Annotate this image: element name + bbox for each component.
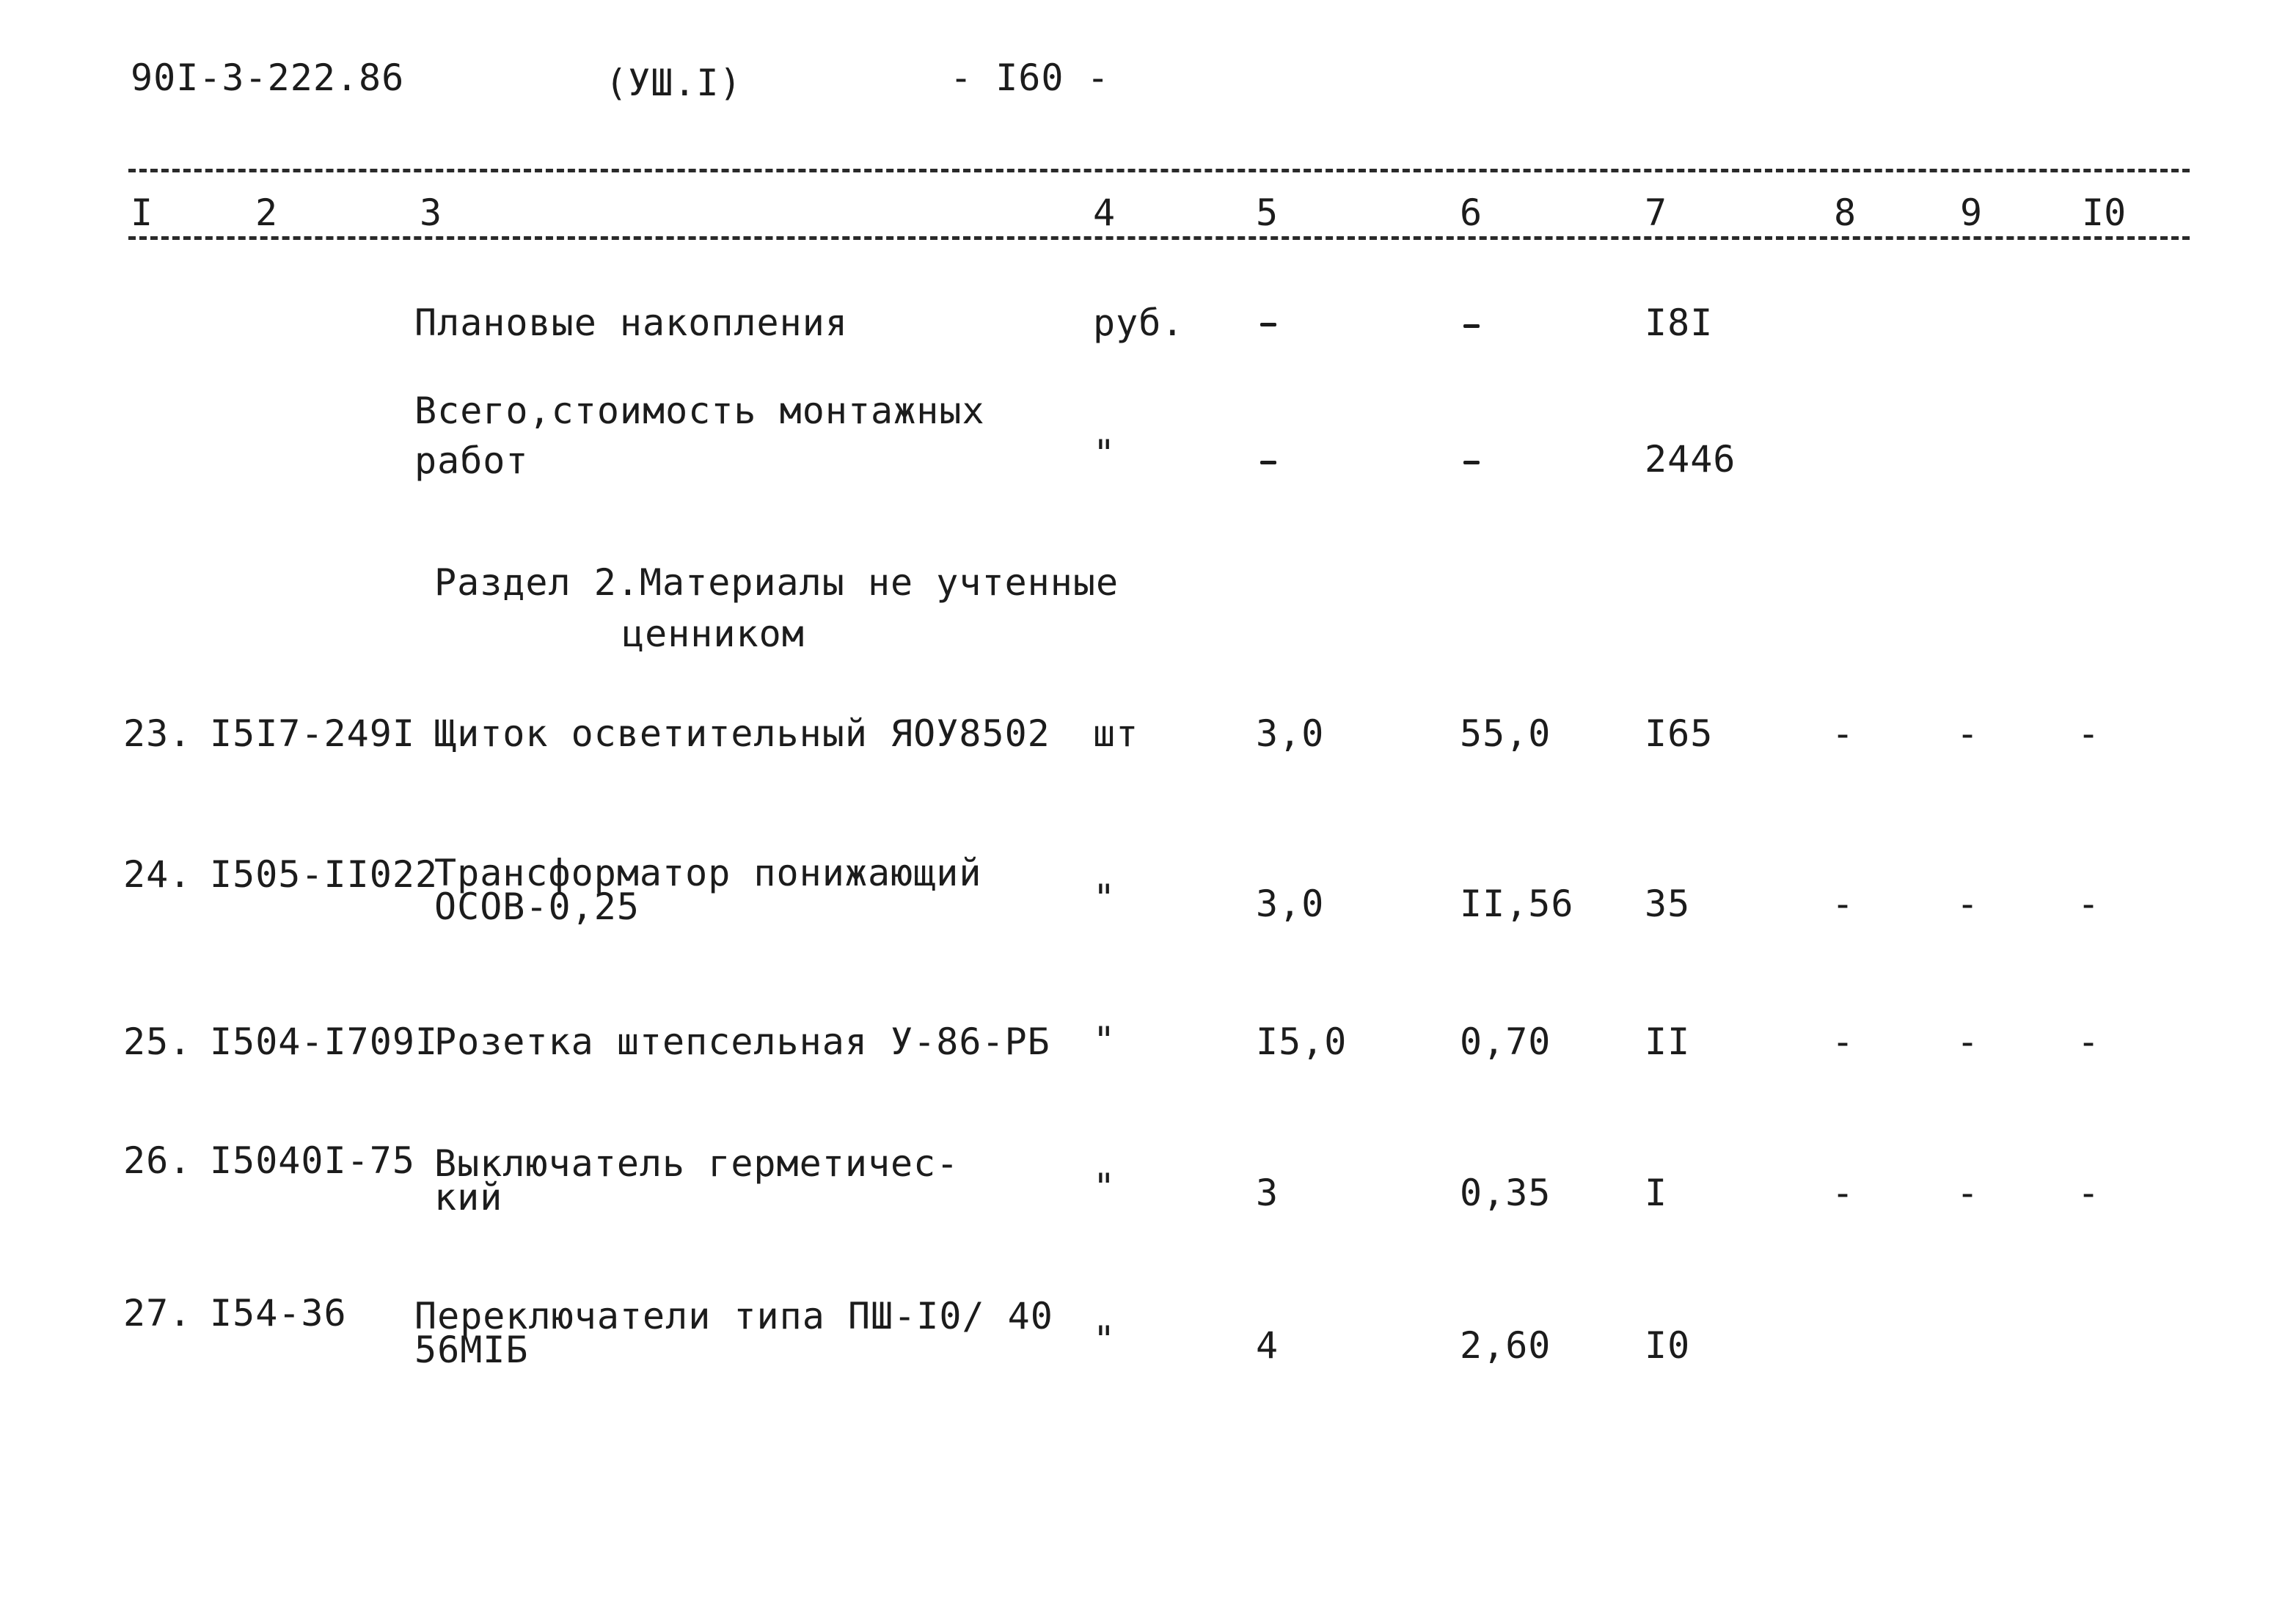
- row-number: 25.: [123, 1020, 192, 1063]
- summary-unit: руб.: [1093, 302, 1185, 344]
- row-qty: 3,0: [1256, 883, 1325, 925]
- row-code: I504-I709I: [210, 1020, 439, 1063]
- summary-price-dash: [1463, 324, 1480, 328]
- row-code: I5040I-75: [210, 1139, 415, 1182]
- row-unit: ": [1093, 877, 1116, 919]
- summary-unit: ": [1093, 432, 1116, 475]
- row-name: Розетка штепсельная У-86-РБ: [434, 1020, 1050, 1063]
- summary-name: Плановые накопления: [414, 302, 848, 344]
- page-number: - I60 -: [950, 56, 1110, 99]
- row-price: 55,0: [1460, 712, 1551, 755]
- column-number: 4: [1093, 191, 1116, 234]
- row-name-line1: Трансформатор понижающий: [434, 852, 982, 894]
- section-heading-line2: ценником: [622, 613, 805, 655]
- column-number: I0: [2082, 191, 2127, 234]
- row-col9: -: [1956, 1020, 1980, 1063]
- summary-name-line2: работ: [414, 439, 529, 482]
- column-number: 7: [1645, 191, 1667, 234]
- row-code: I5I7-249I: [210, 712, 415, 755]
- summary-qty-dash: [1260, 323, 1276, 326]
- row-col9: -: [1956, 883, 1980, 925]
- row-total: 35: [1645, 883, 1691, 925]
- row-unit: ": [1093, 1318, 1116, 1361]
- summary-qty-dash: [1260, 461, 1276, 464]
- row-col8: -: [1832, 712, 1855, 755]
- album-number: (УШ.I): [605, 62, 742, 104]
- row-price: 2,60: [1460, 1324, 1551, 1367]
- row-total: I0: [1645, 1324, 1691, 1367]
- row-qty: 3,0: [1256, 712, 1325, 755]
- row-code: I505-II022: [210, 853, 439, 896]
- row-name-line1: Выключатель герметичес-: [434, 1142, 959, 1185]
- header-dashed-rule: [128, 236, 2190, 240]
- row-name-line2: ОСОВ-0,25: [434, 886, 640, 928]
- row-number: 24.: [123, 853, 192, 896]
- column-number: 9: [1960, 191, 1983, 234]
- row-name-line2: 56МIБ: [414, 1329, 529, 1371]
- row-number: 23.: [123, 712, 192, 755]
- row-col9: -: [1956, 1172, 1980, 1214]
- top-dashed-rule: [128, 169, 2190, 172]
- row-qty: 3: [1256, 1172, 1279, 1214]
- column-number: 2: [255, 191, 278, 234]
- section-heading-line1: Раздел 2.Материалы не учтенные: [434, 561, 1119, 604]
- row-unit: ": [1093, 1019, 1116, 1062]
- row-unit: ": [1093, 1166, 1116, 1208]
- column-number: 6: [1460, 191, 1482, 234]
- row-name-line1: Переключатели типа ПШ-I0/ 40: [414, 1295, 1053, 1337]
- row-col8: -: [1832, 1020, 1855, 1063]
- row-price: II,56: [1460, 883, 1574, 925]
- row-name: Щиток осветительный ЯОУ8502: [434, 712, 1050, 755]
- column-number: 3: [420, 191, 442, 234]
- column-number: 5: [1256, 191, 1279, 234]
- row-col8: -: [1832, 1172, 1855, 1214]
- row-col10: -: [2077, 883, 2101, 925]
- row-col9: -: [1956, 712, 1980, 755]
- summary-total: I8I: [1645, 302, 1714, 344]
- row-qty: I5,0: [1256, 1020, 1348, 1063]
- document-code: 90I-3-222.86: [131, 56, 405, 99]
- row-col10: -: [2077, 1172, 2101, 1214]
- row-qty: 4: [1256, 1324, 1279, 1367]
- row-name-line2: кий: [434, 1176, 503, 1219]
- row-col10: -: [2077, 712, 2101, 755]
- summary-name-line1: Всего,стоимость монтажных: [414, 390, 985, 432]
- row-code: I54-36: [210, 1292, 347, 1334]
- column-number: I: [131, 191, 153, 234]
- row-number: 27.: [123, 1292, 192, 1334]
- row-col8: -: [1832, 883, 1855, 925]
- row-price: 0,70: [1460, 1020, 1551, 1063]
- summary-total: 2446: [1645, 438, 1736, 481]
- row-unit: шт: [1093, 712, 1139, 755]
- row-col10: -: [2077, 1020, 2101, 1063]
- summary-price-dash: [1463, 461, 1480, 464]
- row-total: I: [1645, 1172, 1668, 1214]
- column-number: 8: [1834, 191, 1857, 234]
- row-total: I65: [1645, 712, 1714, 755]
- row-number: 26.: [123, 1139, 192, 1182]
- row-total: II: [1645, 1020, 1691, 1063]
- row-price: 0,35: [1460, 1172, 1551, 1214]
